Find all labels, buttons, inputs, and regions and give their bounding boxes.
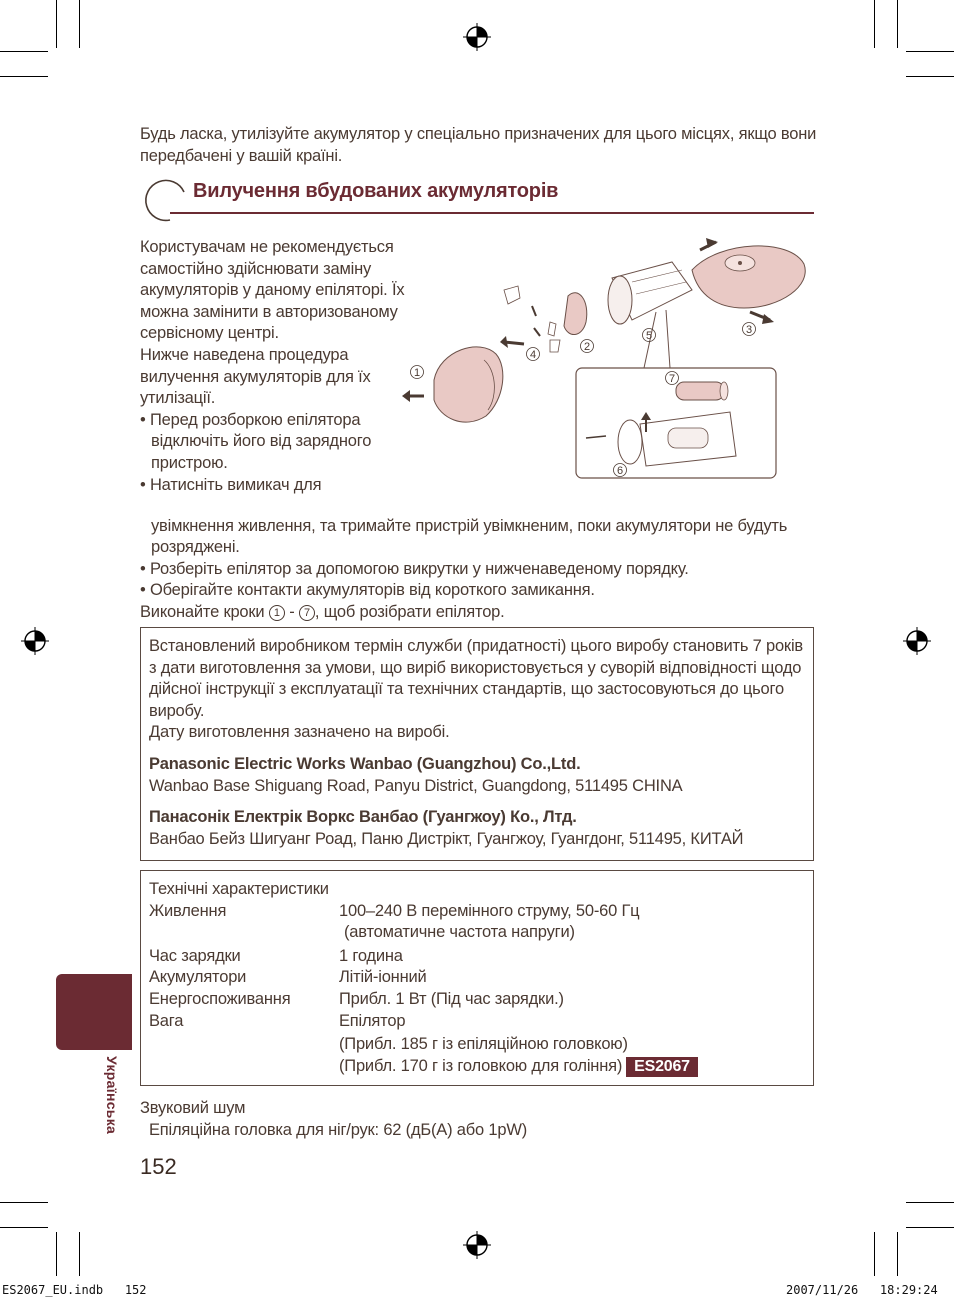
step-number: 1 — [269, 605, 285, 621]
manufacture-date-note: Дату виготовлення зазначено на виробі. — [149, 723, 450, 742]
noise-title: Звуковий шум — [140, 1099, 246, 1117]
registration-mark-icon — [21, 627, 49, 655]
arrow-icon — [706, 238, 718, 248]
crop-mark — [0, 1202, 48, 1203]
bullet-item: • Розберіть епілятор за допомогою викрутки у нижченаведеному порядку. — [140, 559, 689, 578]
registration-mark-icon — [903, 627, 931, 655]
crop-mark — [897, 0, 898, 48]
crop-mark — [874, 1232, 875, 1276]
diagram-label: 2 — [583, 341, 591, 353]
diagram-label: 6 — [616, 465, 624, 477]
crop-mark — [56, 0, 57, 48]
company-name-uk: Панасонік Електрік Воркс Ванбао (Гуангжоу) Ко., Лтд. — [149, 808, 577, 827]
model-badge: ES2067 — [626, 1057, 698, 1077]
crop-mark — [56, 1232, 57, 1276]
company-address-en: Wanbao Base Shiguang Road, Panyu District, Guangdong, 511495 CHINA — [149, 776, 683, 795]
company-address-uk: Ванбао Бейз Шигуанг Роад, Паню Дистрікт, Гуангжоу, Гуангдонг, 511495, КИТАЙ — [149, 829, 744, 848]
specs-title: Технічні характеристики — [149, 880, 329, 898]
diagram-label: 5 — [645, 330, 653, 342]
crop-mark — [0, 76, 48, 77]
footer-file-info: ES2067_EU.indb 152 — [2, 1283, 147, 1297]
paragraph: Нижче наведена процедура вилучення акумуляторів для їх утилізації. — [140, 345, 371, 408]
registration-mark-icon — [463, 23, 491, 51]
crop-mark — [897, 1232, 898, 1276]
page-number: 152 — [140, 1154, 177, 1179]
arrow-icon — [500, 336, 508, 348]
bullet-continuation: увімкнення живлення, та тримайте пристрій увімкненим, поки акумулятори не будуть розряджені. — [151, 516, 788, 557]
diagram-label: 7 — [668, 373, 676, 385]
gear-disc — [564, 293, 587, 335]
language-label: Українська — [104, 1056, 120, 1135]
diagram-label: 4 — [529, 349, 537, 361]
crop-mark — [0, 51, 48, 52]
spec-row-charge: Час зарядки 1 година — [149, 946, 403, 965]
disassembly-illustration — [400, 230, 814, 485]
noise-section — [140, 1098, 740, 1141]
noise-value: Епіляційна головка для ніг/рук: 62 (дБ(A) або 1pW) — [149, 1120, 527, 1139]
warranty-box — [140, 627, 814, 861]
spec-row-power: Живлення 100–240 В перемінного струму, 50-60 Гц — [149, 901, 640, 920]
spec-row-consumption: Енергоспоживання Прибл. 1 Вт (Під час зарядки.) — [149, 989, 564, 1008]
warranty-text: Встановлений виробником термін служби (придатності) цього виробу становить 7 років з дати виготовлення за умови, що виріб використовується у суворій відповідності щодо дійсної інструкції з експлуатації та технічних стандартів, що застосовуються до цього виробу. — [149, 637, 803, 720]
arrow-icon — [402, 390, 410, 402]
bullet-item: • Натисніть вимикач для — [140, 475, 322, 494]
steps-line: Виконайте кроки 1 - 7 , щоб розібрати епілятор. — [140, 602, 505, 621]
language-tab — [56, 974, 132, 1050]
specifications-box — [140, 870, 814, 1086]
crop-mark — [0, 1227, 48, 1228]
footer-timestamp: 2007/11/26 18:29:24 — [786, 1283, 938, 1297]
spec-row-weight: Вага Епілятор — [149, 1011, 406, 1030]
spec-row-battery: Акумулятори Літій-іонний — [149, 968, 427, 987]
diagram-label: 1 — [413, 367, 421, 379]
section-arc-icon — [140, 178, 188, 224]
inner-frame — [608, 262, 692, 324]
spec-row-weight-note: (Прибл. 170 г із головкою для гоління) ES2067 — [149, 1056, 809, 1078]
instructions-continued — [140, 494, 820, 624]
paragraph: Користувачам не рекомендується самостійно здійснювати заміну акумуляторів у даному епіляторі. Їх можна замінити в авторизованому сервісному центрі. — [140, 238, 405, 343]
crop-mark — [906, 51, 954, 52]
intro-text: Будь ласка, утилізуйте акумулятор у спеціально призначених для цього місцях, якщо вони передбачені у вашій країні. — [140, 125, 817, 165]
company-name-en: Panasonic Electric Works Wanbao (Guangzhou) Co.,Ltd. — [149, 754, 581, 773]
instructions-column — [140, 237, 410, 496]
epilator-head — [434, 347, 503, 422]
crop-mark — [906, 1202, 954, 1203]
back-cover — [692, 246, 805, 308]
crop-mark — [79, 1232, 80, 1276]
spec-row-weight-note: (Прибл. 185 г із епіляційною головкою) — [339, 1035, 628, 1054]
registration-mark-icon — [463, 1231, 491, 1259]
spec-row-power-note: (автоматичне частота напруги) — [344, 923, 575, 942]
crop-mark — [79, 0, 80, 48]
bullet-item: • Оберігайте контакти акумуляторів від короткого замикання. — [140, 581, 595, 600]
arrow-icon — [762, 314, 774, 324]
bullet-item: • Перед розборкою епілятора відключіть його від зарядного пристрою. — [140, 410, 372, 472]
crop-mark — [906, 76, 954, 77]
crop-mark — [874, 0, 875, 48]
diagram-label: 3 — [745, 324, 753, 336]
section-title: Вилучення вбудованих акумуляторів — [193, 180, 559, 202]
crop-mark — [906, 1227, 954, 1228]
section-rule — [170, 212, 814, 214]
battery — [676, 382, 728, 400]
step-number: 7 — [299, 605, 315, 621]
